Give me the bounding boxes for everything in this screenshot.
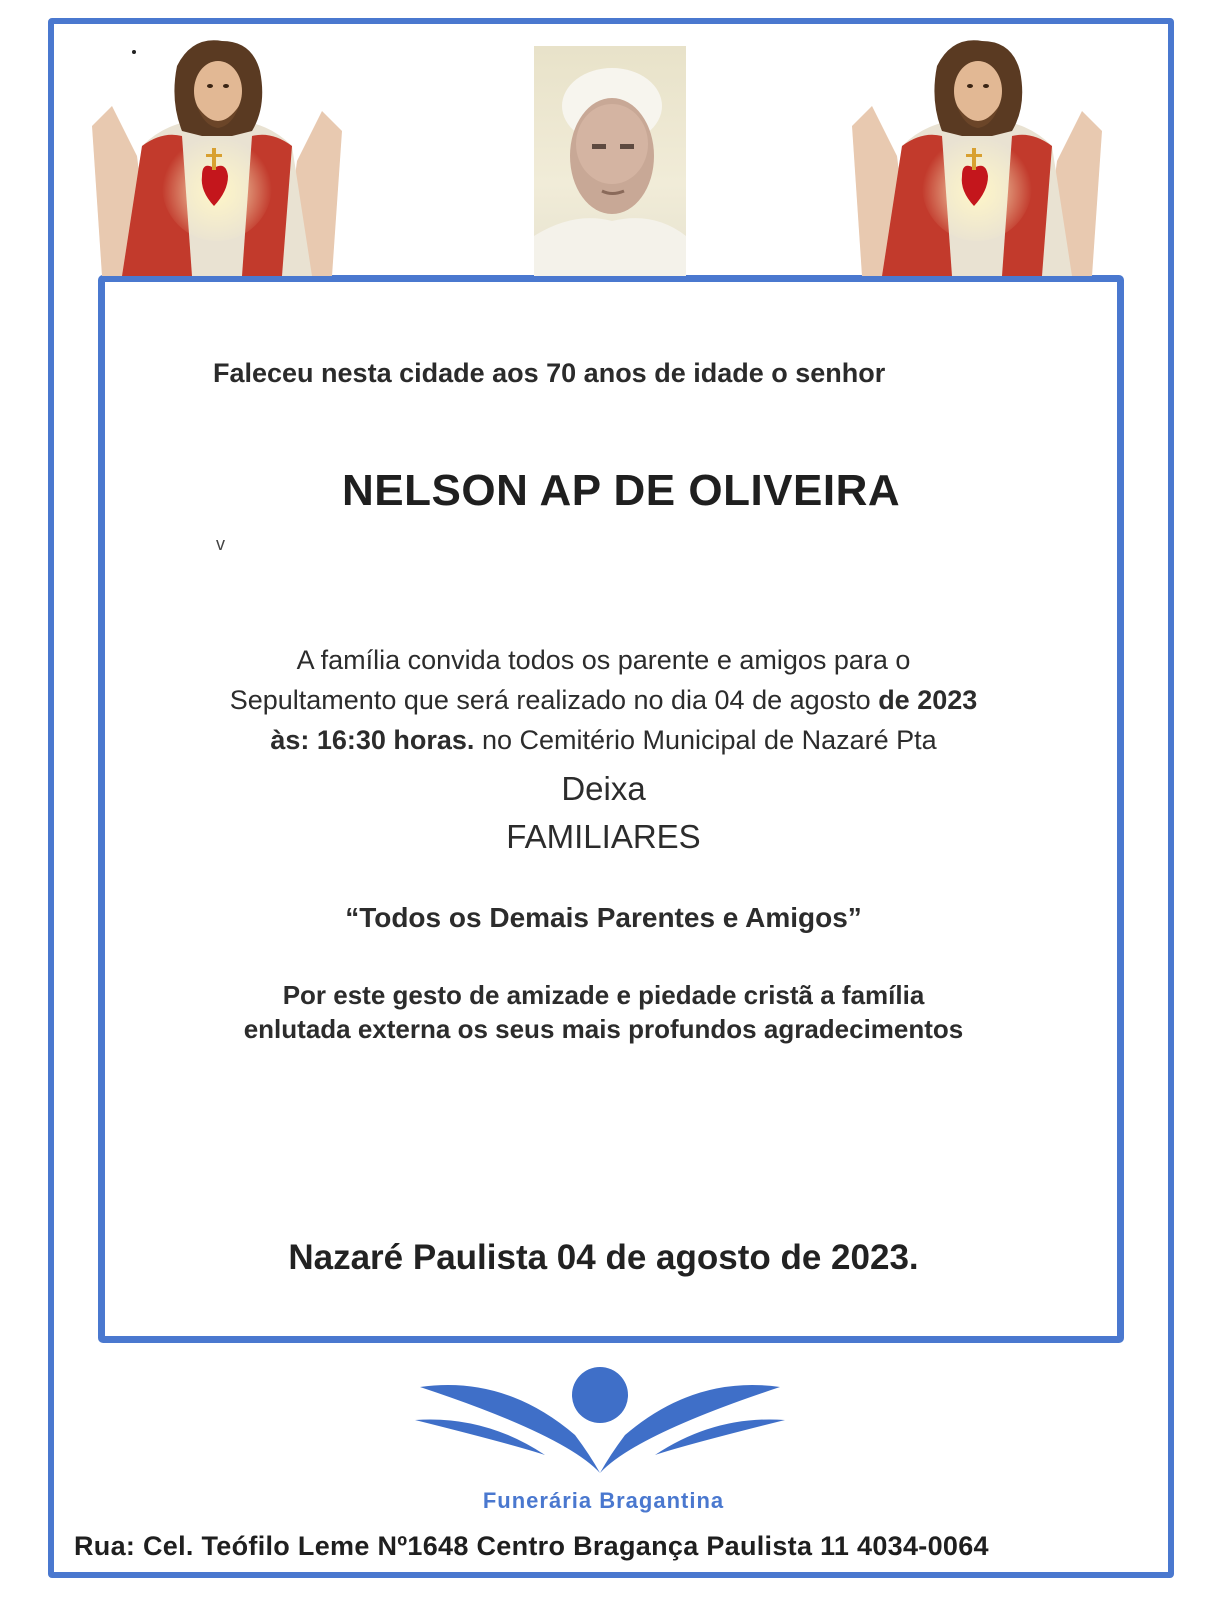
funeral-home-name: Funerária Bragantina	[482, 1488, 725, 1513]
family-label: FAMILIARES	[506, 818, 701, 855]
death-announcement-intro: Faleceu nesta cidade aos 70 anos de idade o senhor	[213, 358, 886, 388]
relatives-quote: “Todos os Demais Parentes e Amigos”	[345, 902, 862, 933]
invitation-line-1: A família convida todos os parente e amigos para o	[296, 645, 911, 675]
burial-time: às: 16:30 horas.	[270, 725, 475, 755]
thanks-line-1: Por este gesto de amizade e piedade cristã a família	[282, 980, 925, 1010]
stray-mark: v	[216, 534, 225, 554]
cemetery-location: no Cemitério Municipal de Nazaré Pta	[474, 725, 937, 755]
invitation-line-2-regular: Sepultamento que será realizado no dia 04 de agosto	[229, 685, 879, 715]
funeral-home-address: Rua: Cel. Teófilo Leme Nº1648 Centro Bragança Paulista 11 4034-0064	[74, 1531, 989, 1561]
invitation-line-3	[0, 725, 1207, 756]
place-and-date: Nazaré Paulista 04 de agosto de 2023.	[288, 1238, 919, 1277]
deceased-portrait-photo	[534, 46, 686, 276]
invitation-line-2-bold: de 2023	[878, 685, 978, 715]
sacred-heart-jesus-right-image	[842, 36, 1112, 276]
thanks-line-2: enlutada externa os seus mais profundos agradecimentos	[243, 1014, 964, 1044]
inner-border	[98, 275, 1124, 1343]
deceased-name: NELSON AP DE OLIVEIRA	[342, 466, 901, 515]
funeral-home-logo	[415, 1365, 785, 1485]
sacred-heart-jesus-left-image	[82, 36, 352, 276]
invitation-line-2	[0, 685, 1207, 716]
leaves-label: Deixa	[561, 770, 646, 807]
